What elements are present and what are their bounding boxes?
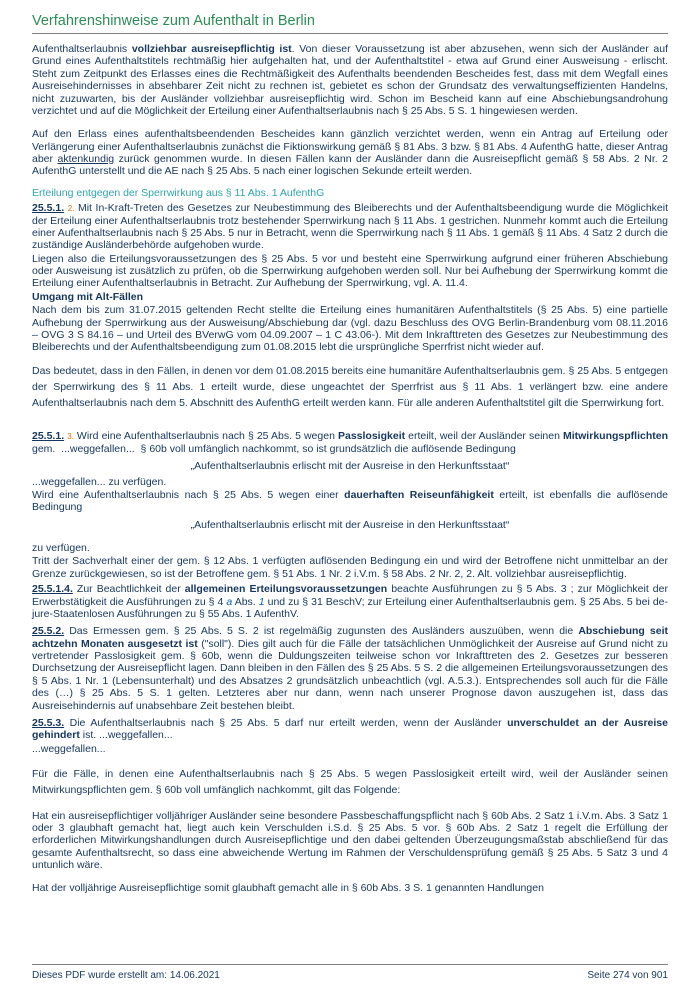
text-run: zurück genommen wurde. In diesen Fällen kann der Ausländer dann die Ausreisepflicht gemäß § 58 Abs. 2 Nr. 2 AufenthG unterstellt und die AE nach § 25 Abs. 5 nach einer logischen Sekunde erteilt werden. <box>32 153 668 178</box>
inline-link[interactable]: a <box>226 595 233 608</box>
text-run: 25.5.2. <box>32 625 65 638</box>
paragraph <box>32 810 668 872</box>
inline-link[interactable]: 1 <box>258 595 265 608</box>
text-run: gem. ...weggefallen... § 60b voll umfänglich nachkommt, so ist grundsätzlich die auflösende Bedingung <box>32 442 516 455</box>
paragraph <box>32 202 668 252</box>
text-run: Auf den Erlass eines aufenthaltsbeendenden Bescheides kann gänzlich verzichtet werden, wenn ein Antrag auf Erteilung oder Verlängerung einer Aufenthaltserlaubnis zunächst die Fiktionswirkung gemäß § 81 Abs. 3 bzw. § 81 Abs. 4 AufenthG hatte, dieser Antrag aber <box>32 128 668 165</box>
text-run: 25.5.1.4. <box>32 583 73 596</box>
paragraph <box>32 880 668 896</box>
title-divider <box>32 33 668 34</box>
text-run: 25.5.3. <box>32 716 65 729</box>
section-heading <box>32 187 668 199</box>
paragraph <box>32 766 668 799</box>
paragraph <box>32 253 668 290</box>
paragraph <box>32 625 668 712</box>
text-run: Das bedeutet, dass in den Fällen, in denen vor dem 01.08.2015 bereits eine humanitäre Aufenthaltserlaubnis gem. § 25 Abs. 5 entgegen der Sperrwirkung des § 11 Abs. 1 erteilt wurde, diese ungeachtet der Sperrfrist aus § 11 Abs. 1 verlängert bzw. eine andere Aufenthaltserlaubnis nach dem 5. Abschnitt des AufenthG erteilt werden kann. Für alle anderen Aufenthaltstitel gilt die Sperrwirkung fort. <box>32 364 668 410</box>
page-footer <box>32 964 668 981</box>
paragraph <box>32 430 668 455</box>
text-run: Nach dem bis zum 31.07.2015 geltenden Recht stellte die Erteilung eines humanitären Aufenthaltstitels (§ 25 Abs. 5) eine partielle Aufhebung der Sperrwirkung aus der Ausweisung/Abschiebung dar (vgl. dazu Beschluss des OVG Berlin-Brandenburg vom 08.11.2016 – OVG 3 S 84.16 – und Urteil des BVerwG vom 04.09.2007 – 1 C 43.06-). Mit dem Inkrafttreten des Gesetzes zur Neubestimmung des Bleiberechts und der Aufenthaltsbeendigung zum 01.08.2015 lebt die ursprüngliche Sperrfrist nicht wieder auf. <box>32 304 668 354</box>
paragraph <box>32 542 668 554</box>
text-run: unverschuldet an der Ausreise gehindert <box>32 716 668 742</box>
text-run: 25.5.1. <box>32 202 65 215</box>
text-run: Tritt der Sachverhalt einer der gem. § 12 Abs. 1 verfügten auflösenden Bedingung ein und wird der Betroffene nicht unmittelbar an der Grenze zurückgewiesen, so ist der Betroffene gem. § 51 Abs. 1 Nr. 2 i.V.m. § 58 Abs. 2 Nr. 2, 2. Alt. vollziehbar ausreisepflichtig. <box>32 555 668 580</box>
text-run: Mit In-Kraft-Treten des Gesetzes zur Neubestimmung des Bleiberechts und der Aufenthaltsbeendigung wurde die Möglichkeit der Erteilung einer Aufenthaltserlaubnis trotz bestehender Sperrwirkung nach § 11 Abs. 1 gestrichen. Nunmehr kommt auch die Erteilung einer Aufenthaltserlaubnis nach § 25 Abs. 5 nur in Betracht, wenn die Sperrwirkung nach § 11 Abs. 1 gemäß § 11 Abs. 4 Satz 2 durch die zuständige Ausländerbehörde aufgehoben wurde. <box>32 202 668 252</box>
paragraph <box>32 717 668 742</box>
footer-page-number: Seite 274 von 901 <box>587 970 668 981</box>
text-run: Aufenthaltserlaubnis <box>32 43 132 55</box>
paragraph <box>32 743 668 755</box>
text-run: Zur Beachtlichkeit der <box>72 583 185 596</box>
text-run: Mitwirkungspflichten <box>562 430 668 443</box>
text-run: Wird eine Aufenthaltserlaubnis nach § 25 Abs. 5 wegen <box>73 430 338 443</box>
text-run: „Aufenthaltserlaubnis erlischt mit der Ausreise in den Herkunftsstaat“ <box>190 460 510 473</box>
text-run: ...weggefallen... <box>32 742 106 755</box>
text-run: Wird eine Aufenthaltserlaubnis nach § 25 Abs. 5 wegen einer <box>32 488 345 501</box>
quote-line <box>32 460 668 472</box>
text-run: Erteilung entgegen der Sperrwirkung aus § 11 Abs. 1 AufenthG <box>32 186 325 199</box>
text-run: ...weggefallen... zu verfügen. <box>32 475 167 488</box>
text-run: vollziehbar ausreisepflichtig ist <box>131 43 292 55</box>
text-run: ist. ...weggefallen... <box>79 729 173 742</box>
text-run: . Von dieser Voraussetzung ist aber abzusehen, wenn sich der Ausländer auf Grund eines Aufenthaltstitels rechtmäßig hier aufgehalten hat, und der Aufenthaltstitel - etwa auf Grund einer Ausweisung - erlischt. Steht zum Zeitpunkt des Erlasses eines die Rechtmäßigkeit des Aufenthalts beendenden Bescheides fest, dass mit dem Wegfall eines Ausreisehindernisses in absehbarer Zeit nicht zu rechnen ist, gebietet es schon der Grundsatz des verwaltungseffizienten Handelns, nicht zuzuwarten, bis der Ausländer vollziehbar ausreisepflichtig wird. Schon im Bescheid kann auf eine Abschiebungsandrohung verzichtet und auf die Möglichkeit der Erteilung einer Aufenthaltserlaubnis nach § 25 Abs. 5 S. 1 hingewiesen werden. <box>32 43 668 117</box>
footer-created-date: Dieses PDF wurde erstellt am: 14.06.2021 <box>32 970 220 981</box>
text-run: zu verfügen. <box>32 542 90 555</box>
paragraph <box>32 363 668 412</box>
paragraph <box>32 128 668 178</box>
text-run: 3. <box>67 432 74 442</box>
text-run: „Aufenthaltserlaubnis erlischt mit der Ausreise in den Herkunftsstaat“ <box>190 518 510 531</box>
paragraph <box>32 43 668 117</box>
paragraph <box>32 583 668 620</box>
text-run: erteilt, weil der Ausländer seinen <box>405 430 563 443</box>
text-run: Hat ein ausreisepflichtiger volljähriger Ausländer seine besondere Passbeschaffungspflicht nach § 60b Abs. 2 Satz 1 i.V.m. Abs. 3 Satz 1 oder 3 glaubhaft gemacht hat, liegt auch kein Verschulden i.S.d. § 25 Abs. 5 vor. § 60b Abs. 2 Satz 1 regelt die Erfüllung der erforderlichen Mitwirkungshandlungen durch Ausreisepflichtige und den dabei geltenden Überzeugungsmaßstab abschließend für das gesamte Aufenthaltsrecht, so dass eine abweichende Wertung im Rahmen der Verschuldensprüfung gemäß § 25 Abs. 5 Satz 3 und 4 untunlich wäre. <box>32 809 668 872</box>
paragraph <box>32 489 668 514</box>
paragraph <box>32 304 668 354</box>
text-run: allgemeinen Erteilungsvoraussetzungen <box>184 583 388 596</box>
paragraph <box>32 476 668 488</box>
text-run: dauerhaften Reiseunfähigkeit <box>344 488 494 501</box>
text-run: erteilt, ist ebenfalls die auflösende Bedingung <box>32 488 668 514</box>
text-run: und zu § 31 BeschV; zur Erteilung einer Aufenthaltserlaubnis gem. § 25 Abs. 5 bei de-jure-Staatenlosen Ausführungen zu § 55 Abs. 1 AufenthV. <box>32 595 669 620</box>
page-title: Verfahrenshinweise zum Aufenthalt in Berlin <box>32 13 315 29</box>
text-run: Für die Fälle, in denen eine Aufenthaltserlaubnis nach § 25 Abs. 5 wegen Passlosigkeit erteilt wird, weil der Ausländer seinen Mitwirkungspflichten gem. § 60b voll umfänglich nachkommt, gilt das Folgende: <box>32 768 668 797</box>
paragraph <box>32 555 668 580</box>
document-body <box>32 43 668 897</box>
text-run: 2. <box>67 204 75 214</box>
text-run: Hat der volljährige Ausreisepflichtige somit glaubhaft gemacht alle in § 60b Abs. 3 S. 1 genannten Handlungen <box>32 882 544 895</box>
text-run: ("soll"). Dies gilt auch für die Fälle der tatsächlichen Unmöglichkeit der Ausreise auf Grund nicht zu vertretender Passlosigkeit gem. § 60b, wenn die Duldungszeiten teilweise schon vor Inkrafttreten des 2. Gesetzes zur besseren Durchsetzung der Ausreisepflicht lagen. Dann bleiben in den Fällen des § 25 Abs. 5 S. 2 die allgemeinen Erteilungsvoraussetzungen des § 5 Abs. 1 Nr. 1 (Lebensunterhalt) und des Absatzes 2 grundsätzlich unbeachtlich (vgl. A.5.3.). Entsprechendes soll auch für die Fälle des (…) § 25 Abs. 5 S. 1 gelten. Letzteres aber nur dann, wenn nach unserer Prognose davon auszugehen ist, dass das Ausreisehindernis auf unabsehbare Zeit bestehen bleibt. <box>32 637 668 712</box>
text-run: beachte Ausführungen zu § 5 Abs. 3 ; zur Möglichkeit der Erwerbstätigkeit die Ausführungen zu § 4 <box>32 583 668 608</box>
text-run: 25.5.1. <box>32 430 65 443</box>
text-run: aktenkundig <box>57 153 115 165</box>
text-run: Die Aufenthaltserlaubnis nach § 25 Abs. 5 darf nur erteilt werden, wenn der Ausländer <box>64 716 508 729</box>
text-run: Abs. <box>232 595 259 608</box>
text-run: Abschiebung seit achtzehn Monaten ausgesetzt ist <box>32 625 668 650</box>
text-run: Das Ermessen gem. § 25 Abs. 5 S. 2 ist regelmäßig zugunsten des Ausländers auszuüben, wenn die <box>64 625 579 638</box>
text-run: Passlosigkeit <box>337 430 406 443</box>
quote-line <box>32 519 668 531</box>
text-run: Liegen also die Erteilungsvoraussetzungen des § 25 Abs. 5 vor und besteht eine Sperrwirkung aufgrund einer früheren Abschiebung oder Ausweisung ist zusätzlich zu prüfen, ob die Sperrwirkung aufgehoben werden soll. Nur bei Aufhebung der Sperrwirkung kommt die Erteilung einer Aufenthaltserlaubnis in Betracht. Zur Aufhebung der Sperrwirkung, vgl. A. 11.4. <box>32 252 668 290</box>
paragraph <box>32 291 668 303</box>
text-run: Umgang mit Alt-Fällen <box>32 290 144 303</box>
